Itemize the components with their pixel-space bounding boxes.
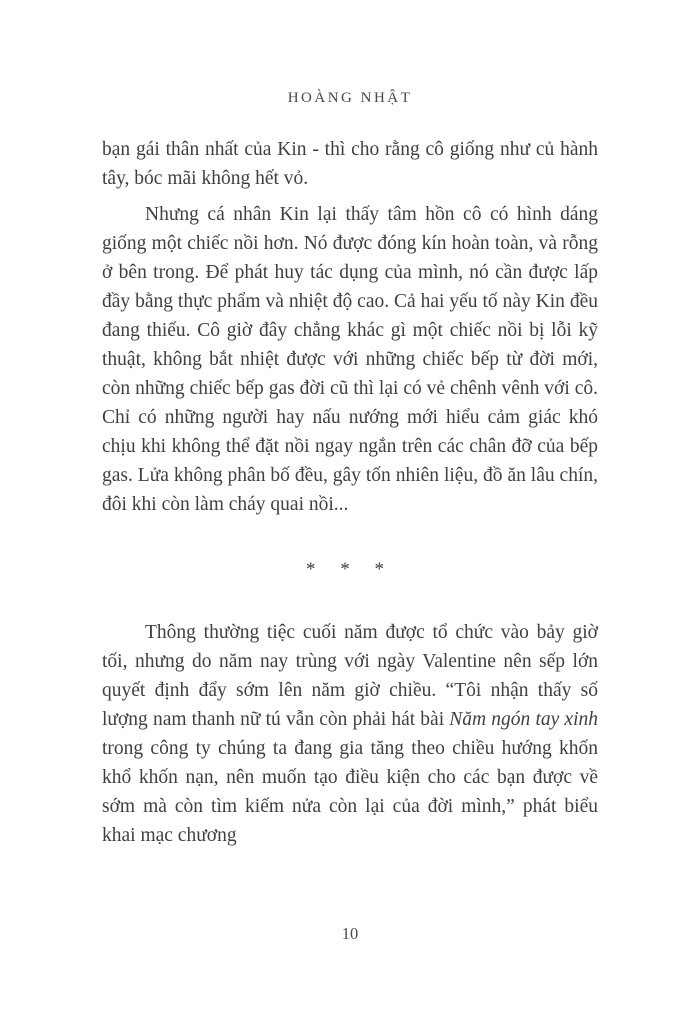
section-separator: * * *: [306, 559, 394, 580]
paragraph-continuation: bạn gái thân nhất của Kin - thì cho rằng cô giống như củ hành tây, bóc mãi không hết vỏ.: [102, 139, 598, 189]
paragraph: Nhưng cá nhân Kin lại thấy tâm hồn cô có hình dáng giống một chiếc nồi hơn. Nó được đóng kín hoàn toàn, và rỗng ở bên trong. Để phát huy tác dụng của mình, nó cần được lấp đầy bằng thực phẩm và nhiệt độ cao. Cả hai yếu tố này Kin đều đang thiếu. Cô giờ đây chẳng khác gì một chiếc nồi bị lỗi kỹ thuật, không bắt nhiệt được với những chiếc bếp từ đời mới, còn những chiếc bếp gas đời cũ thì lại có vẻ chênh vênh với cô. Chỉ có những người hay nấu nướng mới hiểu cảm giác khó chịu khi không thể đặt nồi ngay ngắn trên các chân đỡ của bếp gas. Lửa không phân bố đều, gây tốn nhiên liệu, đồ ăn lâu chín, đôi khi còn làm cháy quai nồi...: [102, 204, 598, 515]
paragraph-text: trong công ty chúng ta đang gia tăng theo chiều hướng khốn khổ khốn nạn, nên muốn tạo điều kiện cho các bạn được về sớm mà còn tìm kiếm nửa còn lại của đời mình,” phát biểu khai mạc chương: [102, 738, 598, 846]
running-head: HOÀNG NHẬT: [287, 90, 413, 106]
page-number: 10: [341, 924, 359, 943]
page-body: [102, 135, 598, 850]
song-title-italic: Năm ngón tay xinh: [449, 709, 599, 730]
paragraph: [102, 618, 598, 850]
paragraph-text: Thông thường tiệc cuối năm được tổ chức vào bảy giờ tối, nhưng do năm nay trùng với ngày Valentine nên sếp lớn quyết định đẩy sớm lên năm giờ chiều. “Tôi nhận thấy số lượng nam thanh nữ tú vẫn còn phải hát bài: [102, 622, 598, 730]
